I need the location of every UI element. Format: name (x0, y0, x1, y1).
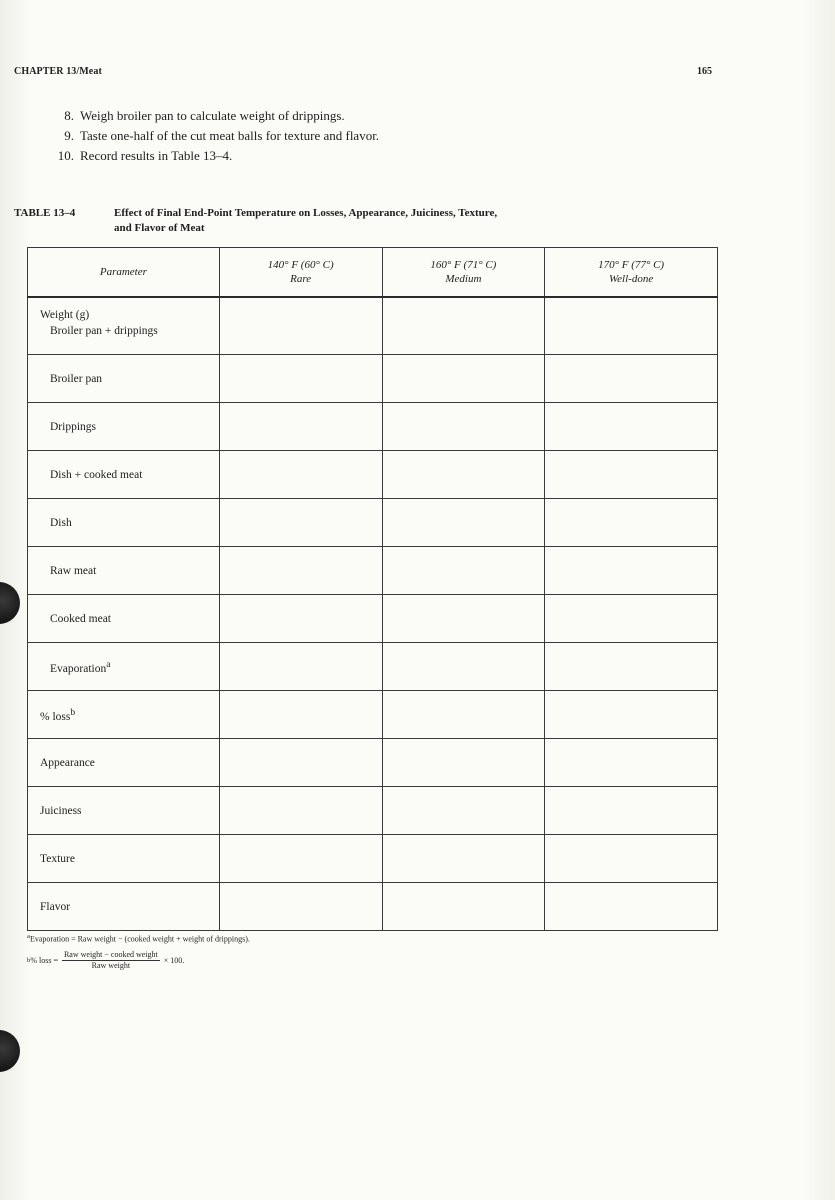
table-cell[interactable] (545, 835, 718, 883)
table-cell[interactable] (219, 451, 382, 499)
formula-lhs: % loss = (30, 955, 58, 965)
row-label: Texture (28, 835, 220, 883)
step-text: Record results in Table 13–4. (80, 148, 233, 163)
column-level: Medium (445, 273, 482, 285)
table-row (28, 595, 718, 643)
column-header-rare (219, 248, 382, 298)
column-temp: 160° F (71° C) (430, 259, 497, 271)
column-temp: 140° F (60° C) (267, 259, 334, 271)
table-cell[interactable] (382, 355, 545, 403)
row-label-text: Dish + cooked meat (50, 468, 143, 481)
step-number: 9. (64, 128, 74, 143)
table-label: TABLE 13–4 (14, 207, 76, 219)
step-number: 8. (64, 108, 74, 123)
table-cell[interactable] (545, 643, 718, 691)
table-cell[interactable] (219, 835, 382, 883)
table-row (28, 787, 718, 835)
table-cell[interactable] (219, 355, 382, 403)
table-row (28, 643, 718, 691)
formula-tail: × 100. (163, 955, 185, 965)
step-text: Weigh broiler pan to calculate weight of drippings. (80, 108, 345, 123)
table-cell[interactable] (382, 691, 545, 739)
row-label (28, 355, 220, 403)
row-label (28, 595, 220, 643)
table-cell[interactable] (219, 547, 382, 595)
step-item (48, 126, 379, 146)
table-cell[interactable] (219, 595, 382, 643)
formula-numerator: Raw weight − cooked weight (63, 950, 158, 959)
row-label-text: % loss (40, 710, 71, 723)
row-label: Flavor (28, 883, 220, 931)
column-temp: 170° F (77° C) (598, 259, 665, 271)
footnote-marker: b (70, 706, 76, 718)
table-cell[interactable] (219, 739, 382, 787)
table-cell[interactable] (382, 499, 545, 547)
table-cell[interactable] (545, 547, 718, 595)
table-cell[interactable] (219, 691, 382, 739)
table-cell[interactable] (382, 739, 545, 787)
table-cell[interactable] (545, 451, 718, 499)
table-cell[interactable] (382, 595, 545, 643)
table-cell[interactable] (382, 835, 545, 883)
table-caption (14, 206, 497, 236)
table-cell[interactable] (545, 739, 718, 787)
table-cell[interactable] (219, 403, 382, 451)
row-label-text: Raw meat (50, 564, 97, 577)
procedure-steps (48, 106, 379, 166)
table-row (28, 835, 718, 883)
table-cell[interactable] (382, 787, 545, 835)
row-label (28, 297, 220, 355)
table-row (28, 499, 718, 547)
column-header-medium (382, 248, 545, 298)
table-row (28, 691, 718, 739)
row-label: Juiciness (28, 787, 220, 835)
row-label (28, 547, 220, 595)
table-title-line1: Effect of Final End-Point Temperature on Losses, Appearance, Juiciness, Texture, (114, 207, 498, 219)
formula-denominator: Raw weight (91, 961, 131, 970)
table-row (28, 403, 718, 451)
column-level: Well-done (609, 273, 654, 285)
table-cell[interactable] (219, 297, 382, 355)
row-label-text: Broiler pan + drippings (50, 325, 158, 337)
step-number: 10. (57, 148, 74, 163)
table-cell[interactable] (545, 883, 718, 931)
footnote-text: Evaporation = Raw weight − (cooked weight + weight of drippings). (29, 934, 250, 944)
row-label (28, 499, 220, 547)
step-item (48, 106, 379, 126)
row-label-text: Dish (50, 516, 72, 529)
table-cell[interactable] (545, 691, 718, 739)
table-row (28, 739, 718, 787)
row-label (28, 451, 220, 499)
table-cell[interactable] (219, 499, 382, 547)
results-table (27, 247, 718, 931)
footnote-marker: a (106, 658, 111, 670)
table-row (28, 451, 718, 499)
row-label (28, 691, 220, 739)
table-cell[interactable] (545, 595, 718, 643)
footnote-marker: b (27, 956, 31, 964)
table-cell[interactable] (382, 643, 545, 691)
table-row (28, 355, 718, 403)
table-title-line2: and Flavor of Meat (114, 222, 205, 234)
row-label (28, 403, 220, 451)
column-level: Rare (290, 273, 312, 285)
table-header-row (28, 248, 718, 298)
table-cell[interactable] (382, 547, 545, 595)
row-label-text: Broiler pan (50, 372, 103, 385)
table-row (28, 547, 718, 595)
row-label-text: Evaporation (50, 662, 107, 675)
chapter-header: CHAPTER 13/Meat (14, 66, 102, 77)
step-text: Taste one-half of the cut meat balls for texture and flavor. (80, 128, 380, 143)
footnote-a (27, 932, 250, 945)
row-label (28, 643, 220, 691)
table-row (28, 297, 718, 355)
param-column-header: Parameter (28, 248, 220, 298)
weight-heading: Weight (g) (40, 309, 90, 321)
table-cell[interactable] (545, 499, 718, 547)
table-cell[interactable] (219, 643, 382, 691)
table-cell[interactable] (545, 297, 718, 355)
row-label: Appearance (28, 739, 220, 787)
table-row (28, 883, 718, 931)
table-cell[interactable] (382, 883, 545, 931)
table-cell[interactable] (545, 403, 718, 451)
table-cell[interactable] (219, 787, 382, 835)
table-cell[interactable] (382, 403, 545, 451)
table-cell[interactable] (382, 451, 545, 499)
table-cell[interactable] (545, 787, 718, 835)
table-cell[interactable] (219, 883, 382, 931)
footnote-b (27, 950, 184, 971)
row-label-text: Drippings (50, 420, 96, 433)
table-cell[interactable] (382, 297, 545, 355)
formula-fraction (62, 950, 160, 971)
footnote-marker: a (27, 933, 30, 940)
page-number: 165 (697, 66, 712, 77)
step-item (48, 146, 379, 166)
row-label-text: Cooked meat (50, 612, 111, 625)
column-header-well-done (545, 248, 718, 298)
table-cell[interactable] (545, 355, 718, 403)
